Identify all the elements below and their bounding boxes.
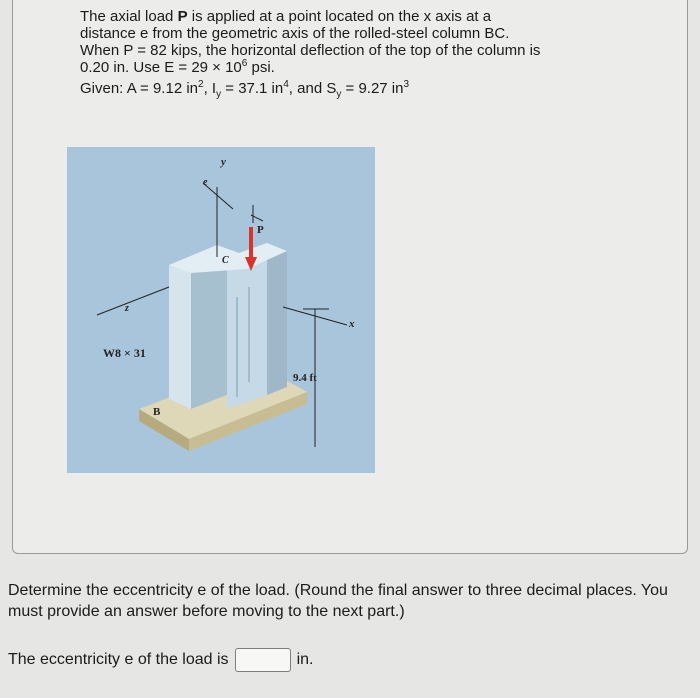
load-label: P	[257, 224, 264, 236]
answer-unit: in.	[296, 651, 314, 668]
point-c-label: C	[222, 255, 229, 266]
problem-statement	[80, 8, 640, 100]
z-axis	[97, 287, 169, 315]
z-axis-label: z	[125, 303, 129, 314]
answer-row	[8, 648, 313, 672]
column-diagram	[67, 147, 375, 473]
problem-line-4: 0.20 in. Use $E = 29 \times 10^6$ psi.	[80, 58, 275, 76]
length-label: 9.4 ft	[293, 372, 317, 384]
e-dim-line	[203, 183, 233, 209]
answer-label: The eccentricity e of the load is	[8, 651, 229, 668]
problem-line-2: distance e from the geometric axis of the rolled-steel column BC.	[80, 25, 510, 42]
problem-line-1: The axial load P is applied at a point located on the x axis at a	[80, 8, 492, 25]
point-b-label: B	[153, 406, 161, 418]
column-flange-edge	[267, 243, 287, 395]
eccentricity-input[interactable]	[235, 648, 291, 672]
x-axis-label: x	[349, 318, 355, 330]
question-text: Determine the eccentricity e of the load. (Round the final answer to three decimal places. You must provide an answer before moving to the next part.)	[8, 582, 668, 620]
y-axis-label: y	[221, 156, 226, 168]
column-figure	[67, 147, 375, 473]
problem-line-3: When P = 82 kips, the horizontal deflection of the top of the column is	[80, 42, 541, 59]
column-flange-front-left	[169, 265, 191, 409]
given-values: Given: A = 9.12 $in^2$, $I_y = 37.1$ $in^4$, and $S_y = 9.27$ $in^3$	[80, 79, 410, 100]
e-label: e	[203, 177, 208, 188]
section-label: W8 × 31	[103, 346, 146, 360]
